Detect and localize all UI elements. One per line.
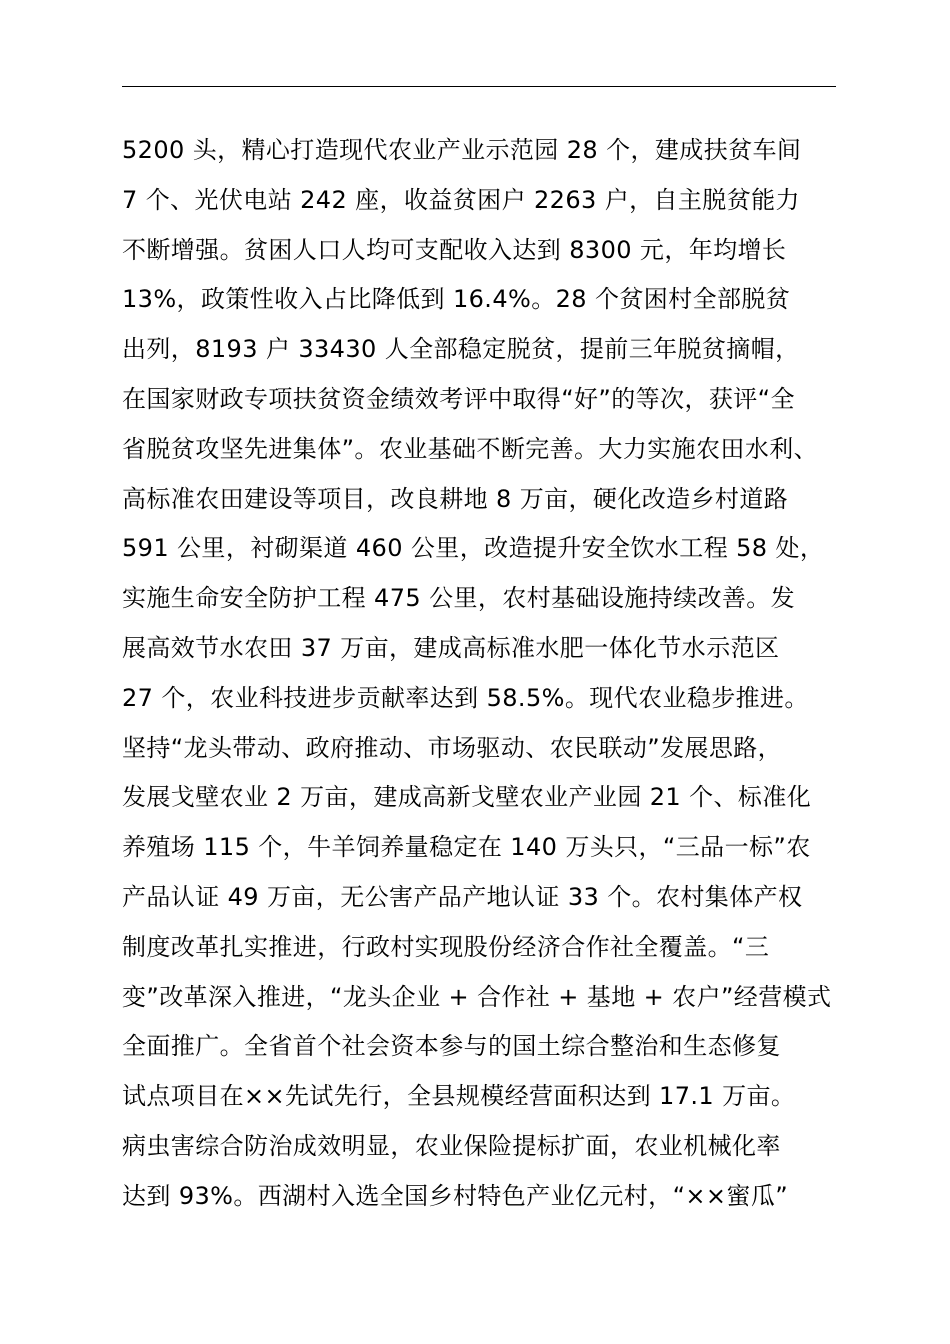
text-line: 坚持“龙头带动、政府推动、市场驱动、农民联动”发展思路， [122, 733, 783, 762]
text-line: 制度改革扎实推进，行政村实现股份经济合作社全覆盖。“三 [122, 932, 770, 961]
text-line: 在国家财政专项扶贫资金绩效考评中取得“好”的等次，获评“全 [122, 384, 795, 413]
text-line: 5200 头，精心打造现代农业产业示范园 28 个，建成扶贫车间 [122, 136, 802, 164]
text-line: 27 个，农业科技进步贡献率达到 58.5%。现代农业稳步推进。 [122, 683, 809, 712]
text-line: 出列，8193 户 33430 人全部稳定脱贫，提前三年脱贫摘帽， [122, 335, 800, 364]
text-line: 展高效节水农田 37 万亩，建成高标准水肥一体化节水示范区 [122, 633, 780, 662]
text-line: 7 个、光伏电站 242 座，收益贫困户 2263 户，自主脱贫能力 [122, 185, 800, 214]
text-line: 13%，政策性收入占比降低到 16.4%。28 个贫困村全部脱贫 [122, 285, 791, 314]
text-line: 省脱贫攻坚先进集体”。农业基础不断完善。大力实施农田水利、 [122, 434, 819, 463]
text-line: 达到 93%。西湖村入选全国乡村特色产业亿元村，“××蜜瓜” [122, 1181, 789, 1210]
body-paragraph [122, 126, 882, 1222]
text-line: 高标准农田建设等项目，改良耕地 8 万亩，硬化改造乡村道路 [122, 484, 789, 513]
text-line: 养殖场 115 个，牛羊饲养量稳定在 140 万头只，“三品一标”农 [122, 833, 811, 862]
text-line: 全面推广。全省首个社会资本参与的国土综合整治和生态修复 [122, 1032, 781, 1061]
text-line: 试点项目在××先试先行，全县规模经营面积达到 17.1 万亩。 [122, 1082, 796, 1111]
text-line: 591 公里，衬砌渠道 460 公里，改造提升安全饮水工程 58 处， [122, 534, 825, 563]
text-line: 发展戈壁农业 2 万亩，建成高新戈壁农业产业园 21 个、标准化 [122, 783, 812, 812]
text-line: 病虫害综合防治成效明显，农业保险提标扩面，农业机械化率 [122, 1131, 781, 1160]
text-line: 不断增强。贫困人口人均可支配收入达到 8300 元，年均增长 [122, 235, 787, 264]
text-line: 产品认证 49 万亩，无公害产品产地认证 33 个。农村集体产权 [122, 882, 803, 911]
text-line: 实施生命安全防护工程 475 公里，农村基础设施持续改善。发 [122, 584, 796, 613]
header-rule [122, 86, 836, 87]
text-line: 变”改革深入推进，“龙头企业 + 合作社 + 基地 + 农户”经营模式 [122, 982, 832, 1011]
